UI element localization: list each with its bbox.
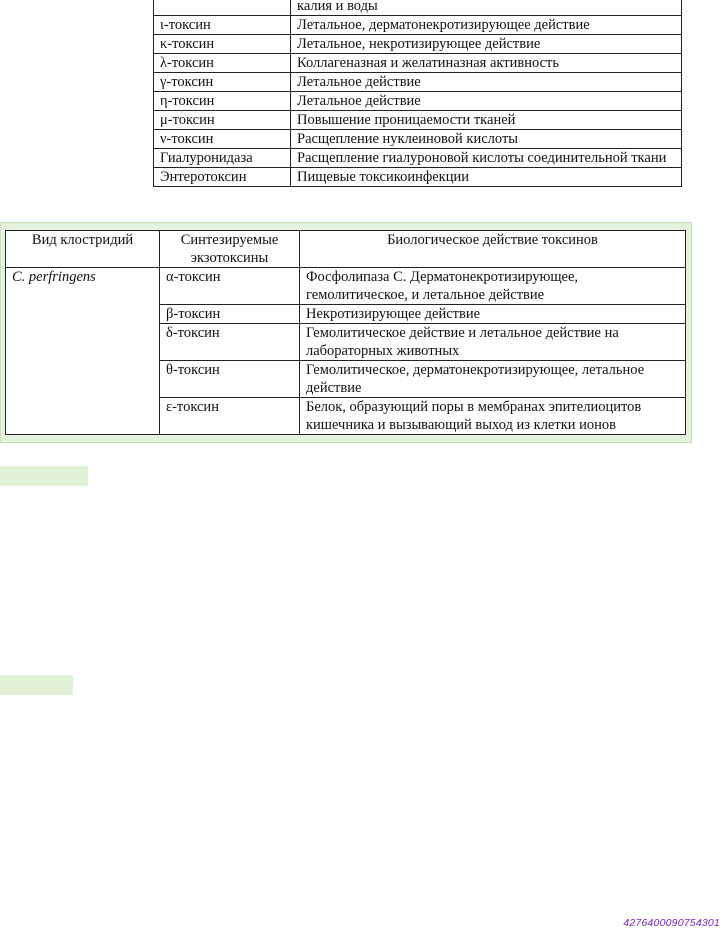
table-row bbox=[154, 0, 682, 16]
toxin-cell: Энтеротоксин bbox=[154, 168, 291, 187]
table-row bbox=[154, 73, 682, 92]
action-cell: Белок, образующий поры в мембранах эпителиоцитов кишечника и вызывающий выход из клетки ионов bbox=[300, 398, 686, 435]
document-id: 4276400090754301 bbox=[623, 917, 720, 929]
toxin-cell: κ-токсин bbox=[154, 35, 291, 54]
highlight-block bbox=[0, 466, 88, 486]
upper-toxin-table bbox=[153, 0, 682, 187]
action-cell: Гемолитическое, дерматонекротизирующее, летальное действие bbox=[300, 361, 686, 398]
toxin-cell: θ-токсин bbox=[160, 361, 300, 398]
table-row bbox=[154, 168, 682, 187]
action-cell: Гемолитическое действие и летальное действие на лабораторных животных bbox=[300, 324, 686, 361]
table-row bbox=[154, 35, 682, 54]
column-header-species: Вид клостридий bbox=[6, 231, 160, 268]
toxin-cell: β-токсин bbox=[160, 305, 300, 324]
table-row bbox=[154, 149, 682, 168]
toxin-cell: δ-токсин bbox=[160, 324, 300, 361]
action-cell: калия и воды bbox=[291, 0, 682, 16]
toxin-cell: λ-токсин bbox=[154, 54, 291, 73]
toxin-cell: ν-токсин bbox=[154, 130, 291, 149]
table-row bbox=[154, 54, 682, 73]
table-row bbox=[154, 16, 682, 35]
action-cell: Коллагеназная и желатиназная активность bbox=[291, 54, 682, 73]
table-header-row bbox=[6, 231, 686, 268]
action-cell: Фосфолипаза С. Дерматонекротизирующее, гемолитическое, и летальное действие bbox=[300, 268, 686, 305]
action-cell: Расщепление нуклеиновой кислоты bbox=[291, 130, 682, 149]
upper-table-fragment bbox=[153, 0, 682, 211]
action-cell: Расщепление гиалуроновой кислоты соединительной ткани bbox=[291, 149, 682, 168]
action-cell: Летальное, дерматонекротизирующее действие bbox=[291, 16, 682, 35]
action-cell: Некротизирующее действие bbox=[300, 305, 686, 324]
column-header-exotoxins: Синтезируемые экзотоксины bbox=[160, 231, 300, 268]
table-row bbox=[6, 268, 686, 305]
clostridium-toxin-table bbox=[5, 230, 686, 435]
action-cell: Летальное, некротизирующее действие bbox=[291, 35, 682, 54]
action-cell: Летальное действие bbox=[291, 73, 682, 92]
action-cell: Повышение проницаемости тканей bbox=[291, 111, 682, 130]
action-cell: Летальное действие bbox=[291, 92, 682, 111]
toxin-cell bbox=[154, 0, 291, 16]
action-cell: Пищевые токсикоинфекции bbox=[291, 168, 682, 187]
highlighted-table-panel bbox=[0, 222, 692, 443]
toxin-cell: η-токсин bbox=[154, 92, 291, 111]
table-row bbox=[154, 111, 682, 130]
highlight-block bbox=[0, 675, 73, 695]
toxin-cell: μ-токсин bbox=[154, 111, 291, 130]
toxin-cell: ε-токсин bbox=[160, 398, 300, 435]
species-cell: C. perfringens bbox=[6, 268, 160, 435]
table-row bbox=[154, 130, 682, 149]
table-row bbox=[154, 92, 682, 111]
toxin-cell: γ-токсин bbox=[154, 73, 291, 92]
toxin-cell: α-токсин bbox=[160, 268, 300, 305]
column-header-biological-action: Биологическое действие токсинов bbox=[300, 231, 686, 268]
toxin-cell: Гиалуронидаза bbox=[154, 149, 291, 168]
toxin-cell: ι-токсин bbox=[154, 16, 291, 35]
